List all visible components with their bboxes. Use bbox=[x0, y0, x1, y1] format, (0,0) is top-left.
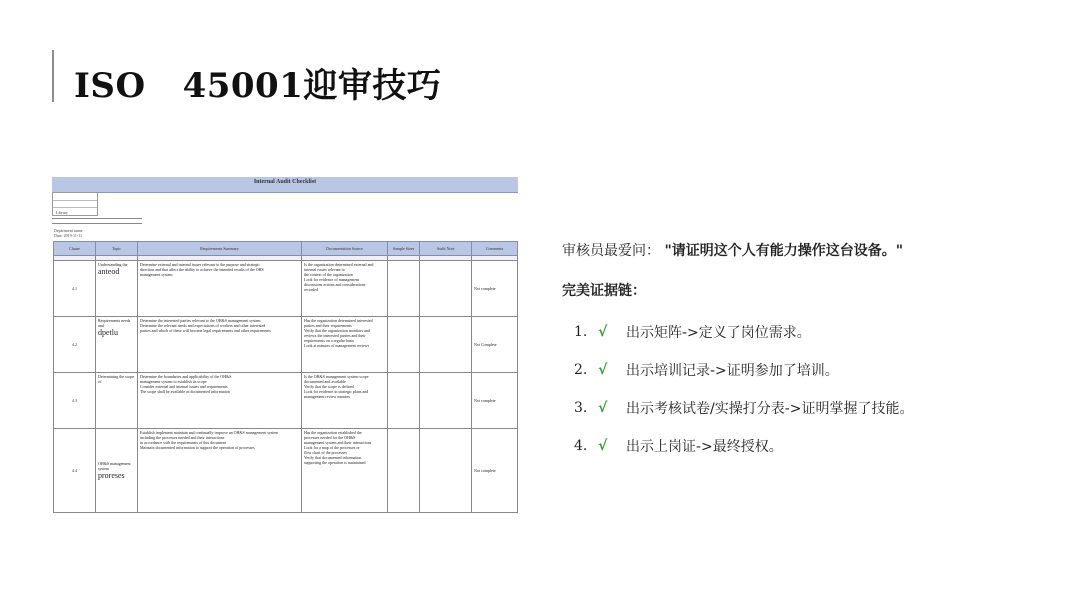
checklist-label-library: Library bbox=[56, 210, 68, 215]
table-row bbox=[54, 429, 518, 513]
evidence-steps-list bbox=[574, 322, 1062, 456]
checklist-divider bbox=[52, 218, 142, 219]
source-line: recorded bbox=[304, 287, 318, 292]
question-quote: "请证明这个人有能力操作这台设备。" bbox=[664, 243, 904, 259]
source-line: flow chart of the processes bbox=[304, 450, 347, 455]
requirements-cell bbox=[138, 373, 302, 429]
evidence-panel bbox=[562, 240, 1062, 474]
comment-cell: Not complete bbox=[472, 373, 518, 429]
sample-cell bbox=[388, 261, 420, 317]
checkmark-icon: √ bbox=[598, 324, 608, 340]
requirement-line: management system to establish its scope bbox=[140, 379, 207, 384]
checkmark-icon: √ bbox=[598, 438, 608, 454]
list-item bbox=[574, 398, 1062, 418]
clause-cell: 4.1 bbox=[54, 261, 96, 317]
requirement-line: Determine the relevant needs and expectations of workers and other interested bbox=[140, 323, 266, 328]
requirement-line: in accordance with the requirements of this document bbox=[140, 440, 226, 445]
auditor-question bbox=[562, 240, 1062, 260]
table-row bbox=[54, 261, 518, 317]
checkmark-icon: √ bbox=[598, 400, 608, 416]
source-line: supporting the operation is maintained bbox=[304, 460, 366, 465]
audit-checklist-image bbox=[52, 177, 518, 515]
requirements-cell bbox=[138, 261, 302, 317]
checklist-header-band bbox=[52, 177, 518, 193]
source-line: requirements on a regular basis bbox=[304, 338, 354, 343]
source-line: Look for evidence in strategic plans and bbox=[304, 389, 369, 394]
step-number: 2. bbox=[574, 362, 588, 378]
topic-small: Determining the scope of bbox=[98, 374, 135, 384]
table-row bbox=[54, 373, 518, 429]
requirements-cell bbox=[138, 317, 302, 373]
topic-small: Understanding the bbox=[98, 262, 128, 267]
column-header: Comments bbox=[472, 242, 518, 256]
requirement-line: parties and which of these will become legal requirements and other requirements bbox=[140, 328, 271, 333]
clause-cell: 4.3 bbox=[54, 373, 96, 429]
column-header: Topic bbox=[96, 242, 138, 256]
step-number: 3. bbox=[574, 400, 588, 416]
requirement-line: Determine external and internal issues relevant to the purpose and strategic bbox=[140, 262, 261, 267]
step-number: 4. bbox=[574, 438, 588, 454]
source-line: Is the organization determined external and bbox=[304, 262, 374, 267]
requirement-line: Determine the interested parties relevant to the OH&S management system bbox=[140, 318, 261, 323]
sample-cell bbox=[388, 317, 420, 373]
source-line: Look for evidence of management bbox=[304, 277, 360, 282]
comment-cell: Not Complete bbox=[472, 317, 518, 373]
source-line: Verify that the scope is defined bbox=[304, 384, 354, 389]
requirement-line: management system bbox=[140, 272, 173, 277]
source-line: Verify that documented information bbox=[304, 455, 362, 460]
checklist-table bbox=[53, 241, 518, 513]
source-line: processes needed for the OH&S bbox=[304, 435, 356, 440]
source-line: Look for a map of the processes or bbox=[304, 445, 360, 450]
source-line: parties and their requirements bbox=[304, 323, 352, 328]
column-header: Sample Sizes bbox=[388, 242, 420, 256]
requirement-line: Establish implement maintain and continually improve an OH&S management system bbox=[140, 430, 279, 435]
requirement-line: Determine the boundaries and applicability of the OH&S bbox=[140, 374, 232, 379]
source-line: documented and available bbox=[304, 379, 346, 384]
source-cell bbox=[302, 429, 388, 513]
sample-cell bbox=[388, 373, 420, 429]
column-header: Audit Note bbox=[420, 242, 472, 256]
source-line: discussions actions and considerations bbox=[304, 282, 366, 287]
table-row bbox=[54, 317, 518, 373]
requirements-cell bbox=[138, 429, 302, 513]
clause-cell: 4.4 bbox=[54, 429, 96, 513]
topic-large: proreses bbox=[98, 471, 125, 480]
audit-note-cell bbox=[420, 317, 472, 373]
checkmark-icon: √ bbox=[598, 362, 608, 378]
topic-small: Requirements needs and bbox=[98, 318, 131, 328]
title-accent-bar bbox=[52, 50, 54, 102]
source-line: management review minutes bbox=[304, 394, 350, 399]
list-item bbox=[574, 436, 1062, 456]
list-item bbox=[574, 322, 1062, 342]
topic-small: OH&S management system bbox=[98, 461, 131, 471]
source-line: Has the organization established the bbox=[304, 430, 362, 435]
question-prefix: 审核员最爱问： bbox=[562, 243, 660, 259]
requirement-line: Maintain documented information to support the operation of processes bbox=[140, 445, 255, 450]
source-line: Has the organization determined interested bbox=[304, 318, 373, 323]
slide-title: ISO 45001迎审技巧 bbox=[74, 66, 442, 106]
topic-large: dpetlu bbox=[98, 328, 118, 337]
step-text: 出示上岗证->最终授权。 bbox=[626, 439, 783, 455]
source-cell bbox=[302, 317, 388, 373]
requirement-line: including the processes needed and their interactions bbox=[140, 435, 225, 440]
comment-cell: Not complete bbox=[472, 429, 518, 513]
source-line: Verify that the organization monitors and bbox=[304, 328, 370, 333]
requirement-line: Consider external and internal issues and requirements bbox=[140, 384, 228, 389]
source-line: Is the OH&S management system scope bbox=[304, 374, 369, 379]
source-line: management system and their interactions bbox=[304, 440, 372, 445]
step-number: 1. bbox=[574, 324, 588, 340]
step-text: 出示矩阵->定义了岗位需求。 bbox=[626, 325, 811, 341]
source-cell bbox=[302, 373, 388, 429]
source-cell bbox=[302, 261, 388, 317]
topic-cell bbox=[96, 317, 138, 373]
evidence-chain-title: 完美证据链： bbox=[562, 283, 646, 299]
column-header: Clause bbox=[54, 242, 96, 256]
clause-cell: 4.2 bbox=[54, 317, 96, 373]
step-text: 出示培训记录->证明参加了培训。 bbox=[626, 363, 839, 379]
requirement-line: direction and that affect the ability to achieve the intended results of the OHS bbox=[140, 267, 264, 272]
source-line: the context of the organization bbox=[304, 272, 353, 277]
step-text: 出示考核试卷/实操打分表->证明掌握了技能。 bbox=[626, 401, 914, 417]
column-header: Requirements Summary bbox=[138, 242, 302, 256]
comment-cell: Not complete bbox=[472, 261, 518, 317]
requirement-line: The scope shall be available as documented information bbox=[140, 389, 230, 394]
source-line: Look at minutes of management reviews bbox=[304, 343, 370, 348]
column-header: Documentation Source bbox=[302, 242, 388, 256]
audit-note-cell bbox=[420, 429, 472, 513]
checklist-date: Date: 2019-11-11 bbox=[54, 233, 83, 238]
source-line: reviews the interested parties and their bbox=[304, 333, 366, 338]
topic-cell bbox=[96, 261, 138, 317]
checklist-department: Department name bbox=[54, 228, 83, 233]
list-item bbox=[574, 360, 1062, 380]
topic-large: anteod bbox=[98, 267, 120, 276]
topic-cell bbox=[96, 429, 138, 513]
source-line: internal issues relevant to bbox=[304, 267, 345, 272]
audit-note-cell bbox=[420, 373, 472, 429]
sample-cell bbox=[388, 429, 420, 513]
audit-note-cell bbox=[420, 261, 472, 317]
checklist-divider bbox=[52, 223, 142, 224]
checklist-title: Internal Audit Checklist bbox=[253, 179, 317, 185]
topic-cell bbox=[96, 373, 138, 429]
table-header-row bbox=[54, 242, 518, 256]
